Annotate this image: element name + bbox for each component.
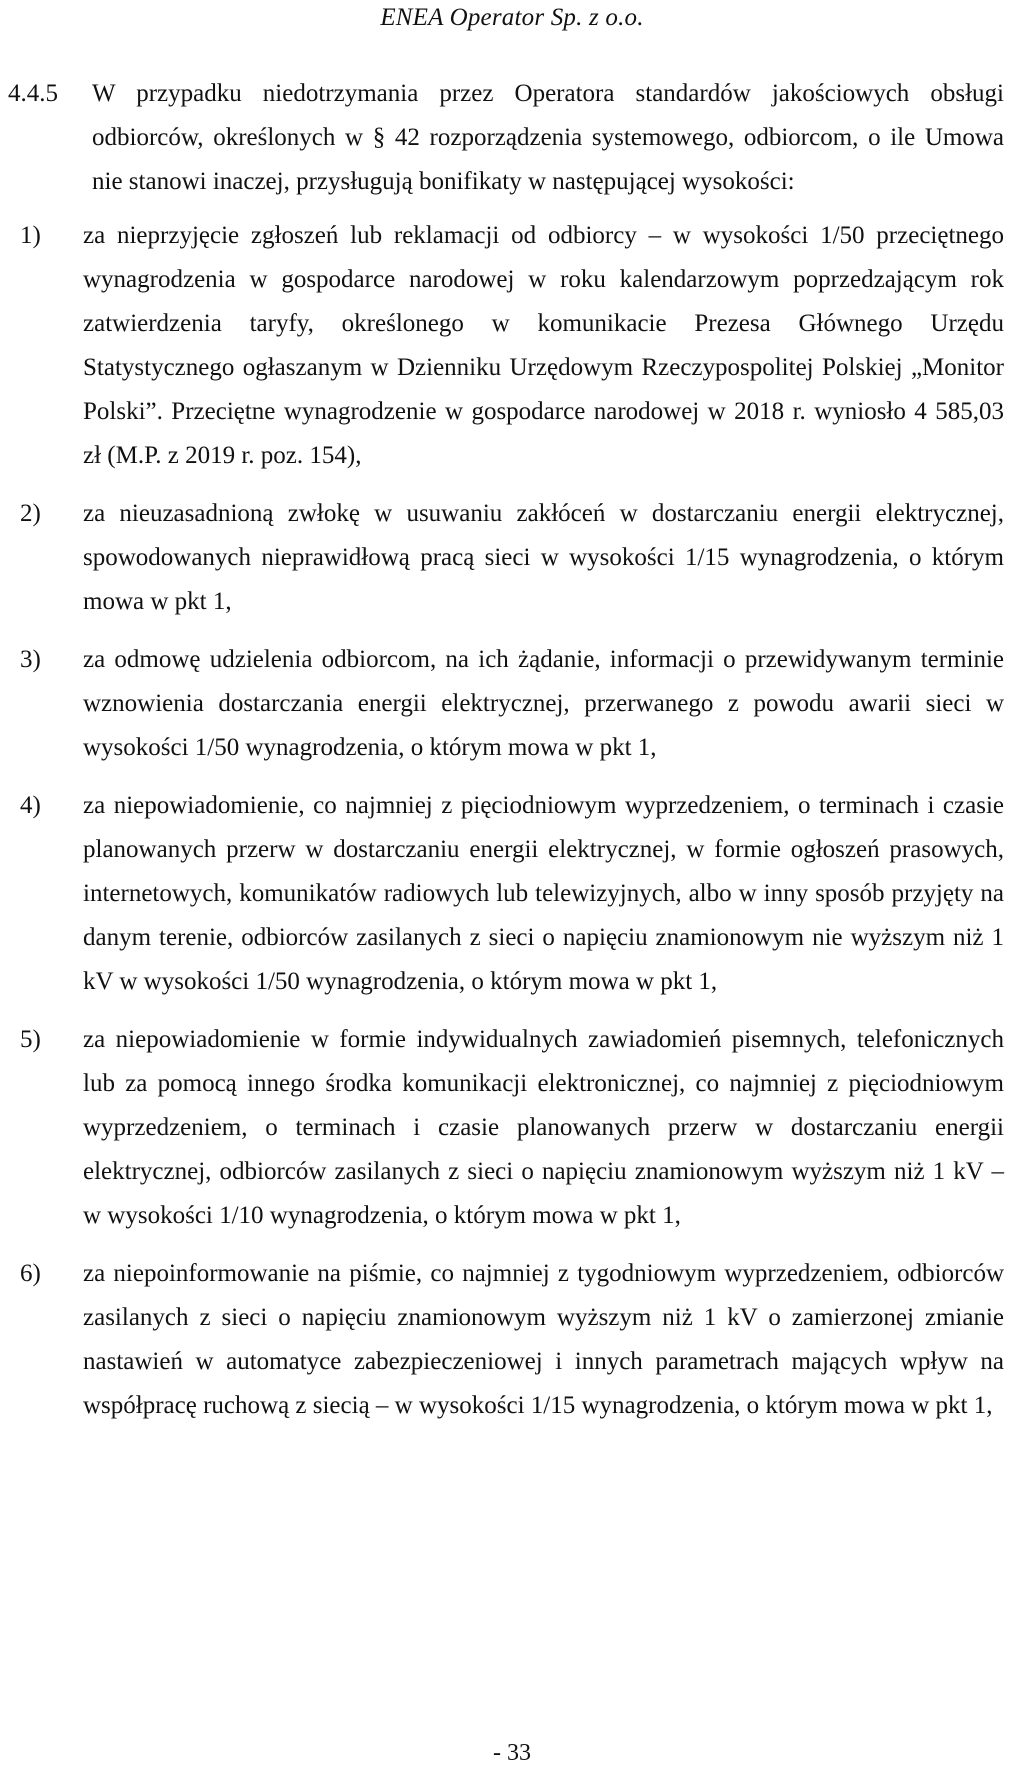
list-item [0,492,1004,624]
list-item [0,638,1004,770]
page-number: - 33 [493,1740,531,1766]
section-intro-row [8,72,1004,204]
list-item-number: 2) [20,500,41,527]
list-item-number: 5) [20,1026,41,1053]
list-item-text: za odmowę udzielenia odbiorcom, na ich żądanie, informacji o przewidywanym terminie wznowienia dostarczania energii elektrycznej, przerwanego z powodu awarii sieci w wysokości 1/50 wynagrodzenia, o którym mowa w pkt 1, [83,646,1004,761]
page-header: ENEA Operator Sp. z o.o. [380,4,644,31]
list-item [0,1252,1004,1428]
bonus-list [0,214,1004,1442]
list-item [0,1018,1004,1238]
list-item [0,214,1004,478]
section-4-4-5 [8,72,1004,204]
list-item-number: 3) [20,646,41,673]
list-item-text: za niepowiadomienie w formie indywidualnych zawiadomień pisemnych, telefonicznych lub za pomocą innego środka komunikacji elektronicznej, co najmniej z pięciodniowym wyprzedzeniem, o terminach i czasie planowanych przerw w dostarczaniu energii elektrycznej, odbiorców zasilanych z sieci o napięciu znamionowym wyższym niż 1 kV – w wysokości 1/10 wynagrodzenia, o którym mowa w pkt 1, [83,1026,1004,1229]
list-item-text: za niepowiadomienie, co najmniej z pięciodniowym wyprzedzeniem, o terminach i czasie planowanych przerw w dostarczaniu energii elektrycznej, w formie ogłoszeń prasowych, internetowych, komunikatów radiowych lub telewizyjnych, albo w inny sposób przyjęty na danym terenie, odbiorców zasilanych z sieci o napięciu znamionowym nie wyższym niż 1 kV w wysokości 1/50 wynagrodzenia, o którym mowa w pkt 1, [83,792,1004,995]
list-item-text: za niepoinformowanie na piśmie, co najmniej z tygodniowym wyprzedzeniem, odbiorców zasilanych z sieci o napięciu znamionowym wyższym niż 1 kV o zamierzonej zmianie nastawień w automatyce zabezpieczeniowej i innych parametrach mających wpływ na współpracę ruchową z siecią – w wysokości 1/15 wynagrodzenia, o którym mowa w pkt 1, [83,1260,1004,1419]
section-number: 4.4.5 [8,80,58,107]
list-item-number: 1) [20,222,41,249]
list-item [0,784,1004,1004]
list-item-text: za nieprzyjęcie zgłoszeń lub reklamacji od odbiorcy – w wysokości 1/50 przeciętnego wynagrodzenia w gospodarce narodowej w roku kalendarzowym poprzedzającym rok zatwierdzenia taryfy, określonego w komunikacie Prezesa Głównego Urzędu Statystycznego ogłaszanym w Dzienniku Urzędowym Rzeczypospolitej Polskiej „Monitor Polski”. Przeciętne wynagrodzenie w gospodarce narodowej w 2018 r. wyniosło 4 585,03 zł (M.P. z 2019 r. poz. 154), [83,222,1004,469]
list-item-number: 4) [20,792,41,819]
section-intro: W przypadku niedotrzymania przez Operatora standardów jakościowych obsługi odbiorców, określonych w § 42 rozporządzenia systemowego, odbiorcom, o ile Umowa nie stanowi inaczej, przysługują bonifikaty w następującej wysokości: [92,80,1004,195]
list-item-number: 6) [20,1260,41,1287]
list-item-text: za nieuzasadnioną zwłokę w usuwaniu zakłóceń w dostarczaniu energii elektrycznej, spowodowanych nieprawidłową pracą sieci w wysokości 1/15 wynagrodzenia, o którym mowa w pkt 1, [83,500,1004,615]
